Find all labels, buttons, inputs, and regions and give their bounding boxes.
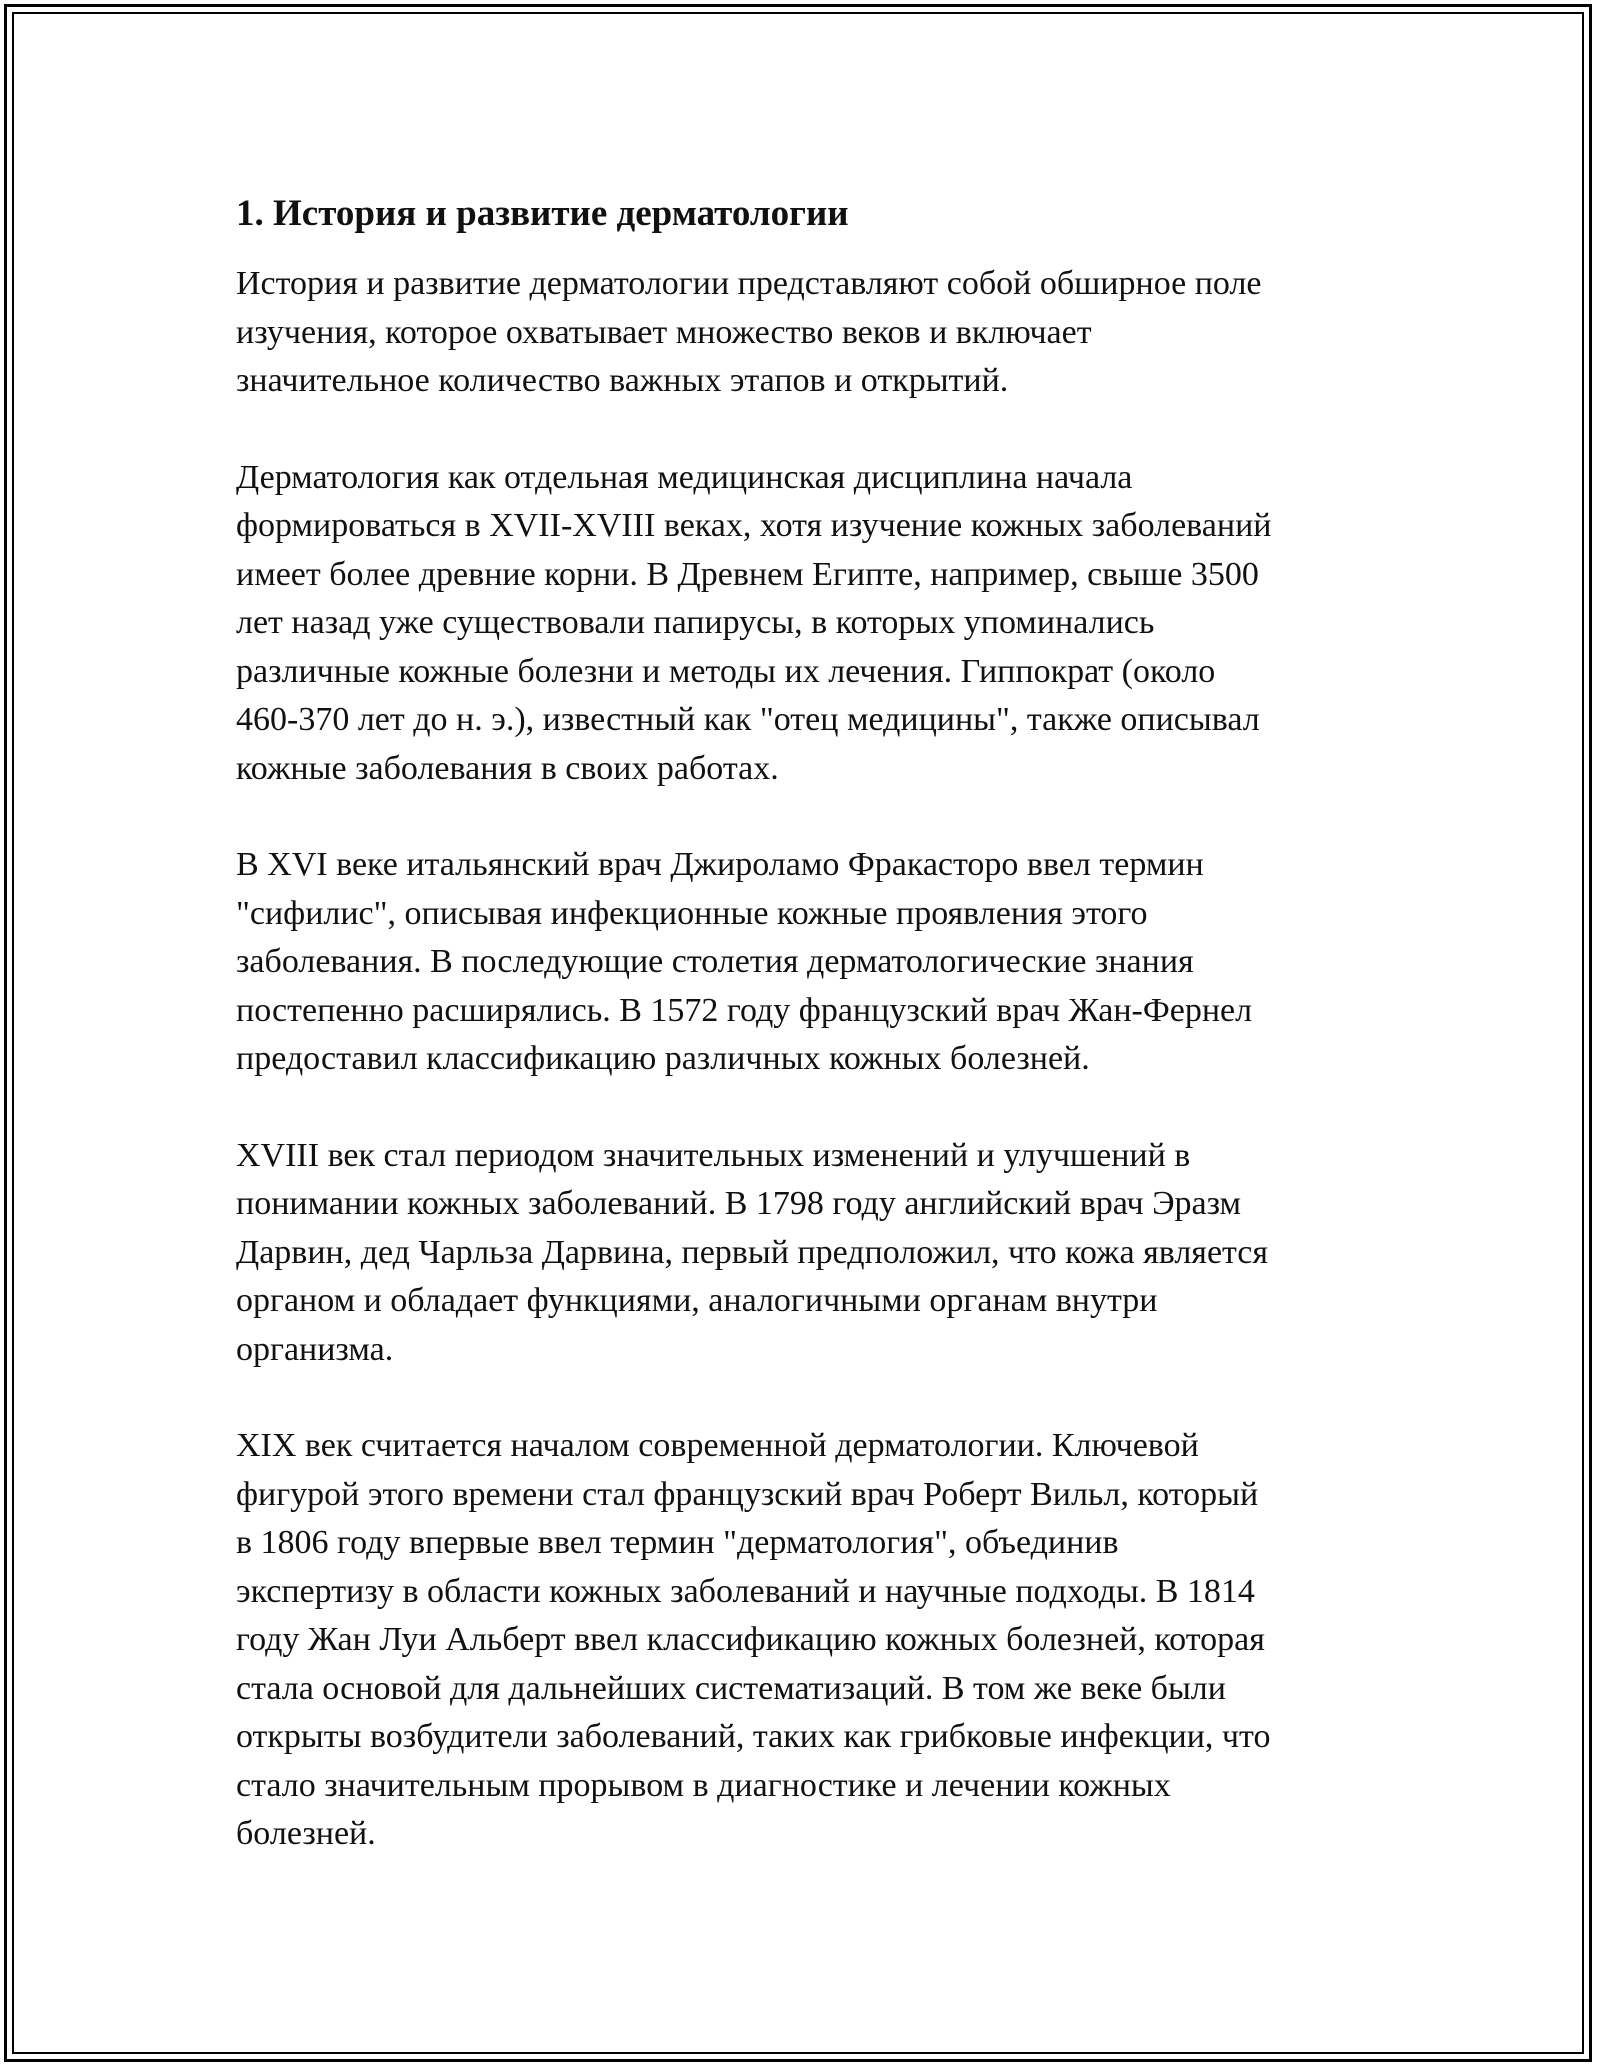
paragraph-18th-century: XVIII век стал периодом значительных изменений и улучшений в понимании кожных заболеваний. В 1798 году английский врач Эразм Дарвин, дед Чарльза Дарвина, первый предположил, что кожа является органом и обладает функциями, аналогичными органам внутри организма. [236,1136,1269,1368]
paragraph-intro: История и развитие дерматологии представляют собой обширное поле изучения, которое охватывает множество веков и включает значительное количество важных этапов и открытий. [236,265,1262,399]
document-body [236,186,1376,1907]
paragraph-19th-century: XIX век считается началом современной дерматологии. Ключевой фигурой этого времени стал французский врач Роберт Вильл, который в 1806 году впервые ввел термин "дерматология", объединив экспертизу в области кожных заболеваний и научные подходы. В 1814 году Жан Луи Альберт ввел классификацию кожных болезней, которая стала основой для дальнейших систематизаций. В том же веке были открыты возбудители заболеваний, таких как грибковые инфекции, что стало значительным прорывом в диагностике и лечении кожных болезней. [236,1427,1271,1852]
section-heading: 1. История и развитие дерматологии [236,193,849,234]
paragraph-ancient-history: Дерматология как отдельная медицинская дисциплина начала формироваться в XVII-XVIII веках, хотя изучение кожных заболеваний имеет более древние корни. В Древнем Египте, например, свыше 3500 лет назад уже существовали папирусы, в которых упоминались различные кожные болезни и методы их лечения. Гиппократ (около 460-370 лет до н. э.), известный как "отец медицины", также описывал кожные заболевания в своих работах. [236,458,1272,787]
paragraph-16th-century: В XVI веке итальянский врач Джироламо Фракасторо ввел термин "сифилис", описывая инфекционные кожные проявления этого заболевания. В последующие столетия дерматологические знания постепенно расширялись. В 1572 году французский врач Жан-Фернел предоставил классификацию различных кожных болезней. [236,846,1253,1077]
